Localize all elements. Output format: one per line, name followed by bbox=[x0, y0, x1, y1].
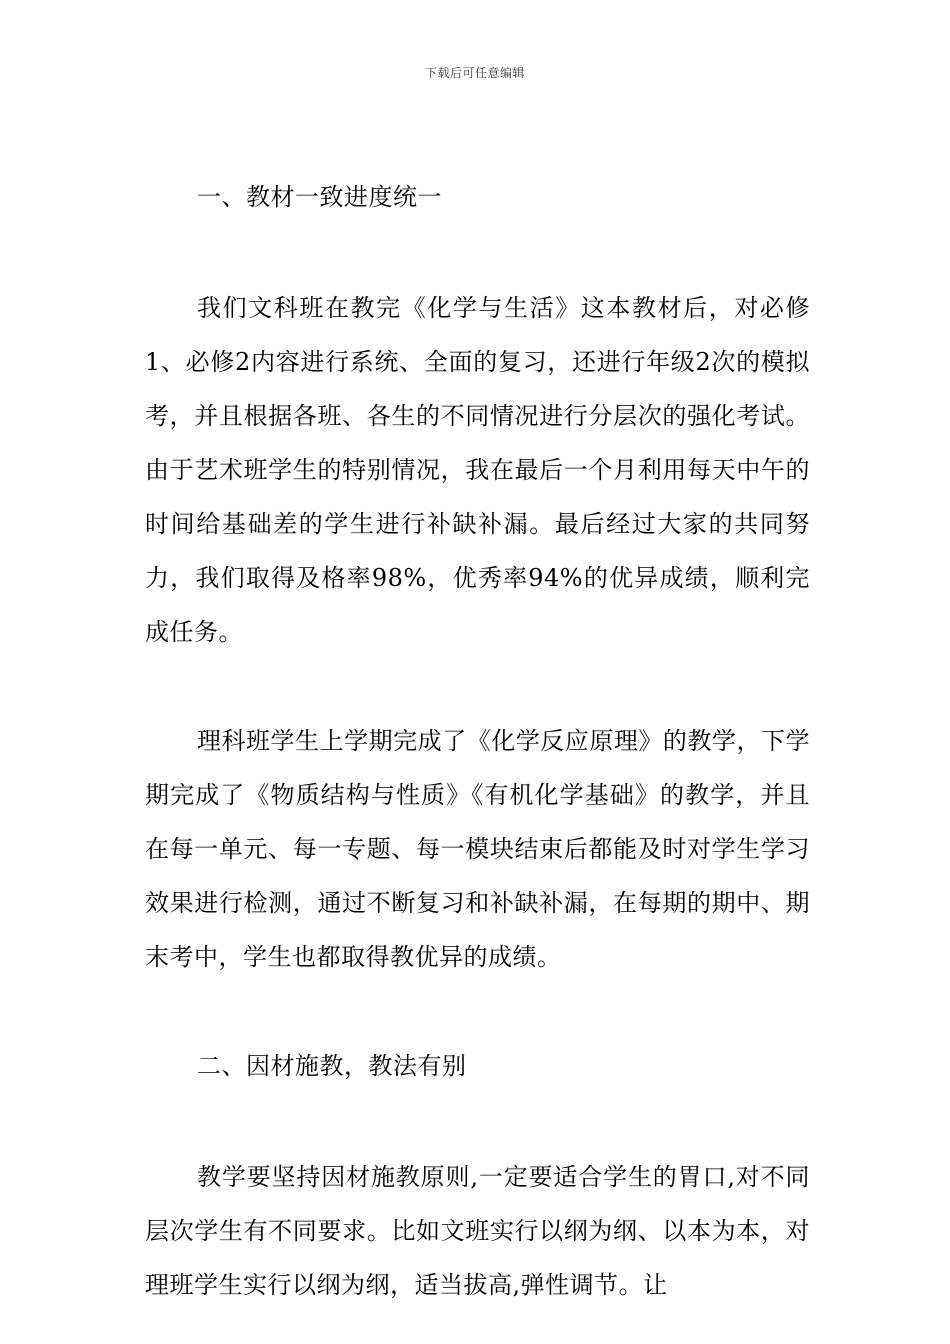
paragraph-3: 教学要坚持因材施教原则,一定要适合学生的胃口,对不同层次学生有不同要求。比如文班实行以纲为纲、以本为本，对理班学生实行以纲为纲，适当拔高,弹性调节。让 bbox=[145, 1163, 810, 1299]
paragraph-2: 理科班学生上学期完成了《化学反应原理》的教学，下学期完成了《物质结构与性质》《有机化学基础》的教学，并且在每一单元、每一专题、每一模块结束后都能及时对学生学习效果进行检测，通过不断复习和补缺补漏，在每期的期中、期末考中，学生也都取得教优异的成绩。 bbox=[145, 727, 810, 971]
document-body bbox=[145, 170, 810, 1312]
section-heading-1: 一、教材一致进度统一 bbox=[197, 183, 442, 211]
header-note: 下载后可任意编辑 bbox=[424, 66, 525, 80]
section-heading-2: 二、因材施教，教法有别 bbox=[197, 1052, 467, 1080]
paragraph-1: 我们文科班在教完《化学与生活》这本教材后，对必修1、必修2内容进行系统、全面的复习，还进行年级2次的模拟考，并且根据各班、各生的不同情况进行分层次的强化考试。由于艺术班学生的特别情况，我在最后一个月利用每天中午的时间给基础差的学生进行补缺补漏。最后经过大家的共同努力，我们取得及格率98%，优秀率94%的优异成绩，顺利完成任务。 bbox=[145, 294, 810, 646]
